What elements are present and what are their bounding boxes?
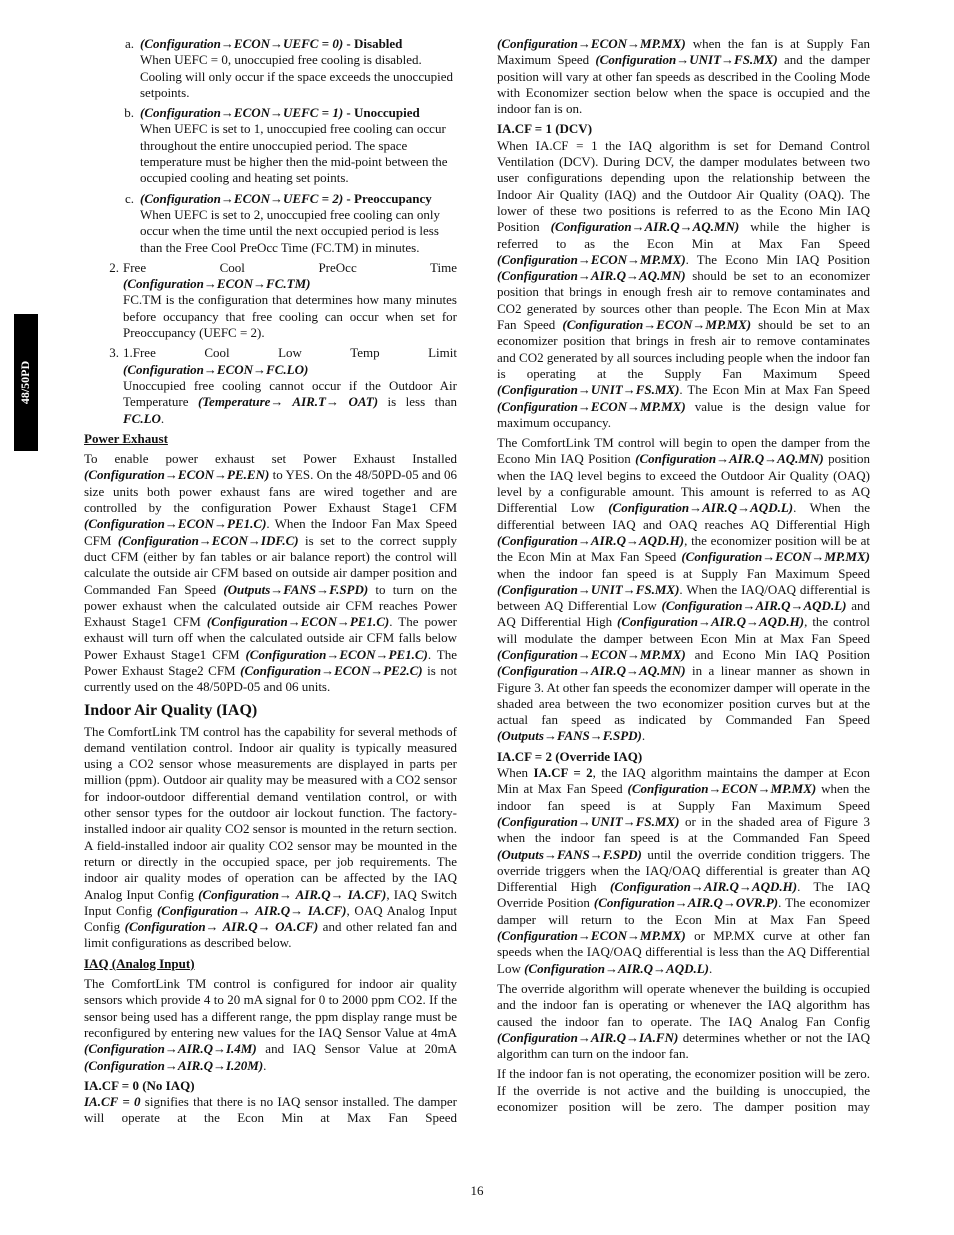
item-title: Unoccupied xyxy=(354,105,420,121)
item-title: Disabled xyxy=(354,36,403,51)
list-marker: 3. xyxy=(109,345,119,361)
paragraph-fan-not-operating: If the indoor fan is not operating, the economizer position will be zero. If the override is not active and the building is unoccupied, the economizer position will be zero. The damper position may xyxy=(497,1066,870,1114)
page-number: 16 xyxy=(470,1183,484,1198)
list-marker: b. xyxy=(124,105,134,121)
paragraph-power-exhaust: To enable power exhaust set Power Exhaust Installed (Configuration→ECON→PE.EN) to YES. On the 48/50PD-05 and 06 size units both power exhaust fans are wired together and are controlled by the configuration Power Exhaust Stage1 CFM (Configuration→ECON→PE1.C). When the Indoor Fan Max Speed CFM (Configuration→ECON→IDF.C) is set to the correct supply duct CFM (either by fan tables or air balance report) the control will calculate the outside air CFM based on outside air damper position and Commanded Fan Speed (Outputs→FANS→F.SPD) to turn on the power exhaust when the calculated outside air CFM reaches Power Exhaust Stage1 CFM (Configuration→ECON→PE1.C). The power exhaust will turn off when the calculated outside air CFM falls below Power Exhaust Stage1 CFM (Configuration→ECON→PE1.C). The Power Exhaust Stage2 CFM (Configuration→ECON→PE2.C) is not currently used on the 48/50PD-05 and 06 units. xyxy=(84,451,457,695)
item-title: 1.Free Cool Low Temp Limit xyxy=(123,345,457,361)
list-marker: a. xyxy=(124,36,134,51)
list-marker: c. xyxy=(124,190,134,206)
paragraph-no-iaq: IA.CF = 0 signifies that there is no IAQ sensor installed. The damper will operate at the Econ Min at Max Fan Speed xyxy=(84,1094,457,1126)
subheading-override-iaq: IA.CF = 2 (Override IAQ) xyxy=(497,748,643,764)
paragraph-iaq: The ComfortLink TM control has the capability for several methods of demand ventilation control. Indoor air quality is typically measured using a CO2 sensor whose measurements are displayed in parts per million (ppm). Outdoor air quality may be measured with a CO2 sensor for indoor-outdoor differential demand ventilation control, or with other sensor types for the outdoor air lockout function. The factory-installed indoor air quality CO2 sensor is mounted in the return section. A field-installed indoor air quality CO2 sensor may be mounted in the return or directly in the occupied space, per job requirements. The indoor air quality modes of operation can be affected by the IAQ Analog Input Config (Configuration→ AIR.Q→ IA.CF), IAQ Switch Input Config (Configuration→ AIR.Q→ IA.CF), OAQ Analog Input Config (Configuration→ AIR.Q→ OA.CF) and other related fan and limit configurations as described below. xyxy=(84,723,458,951)
paragraph-damper-modulation: The ComfortLink TM control will begin to open the damper from the Econo Min IAQ Position (Configuration→AIR.Q→AQ.MN) position when the IAQ level begins to exceed the Outdoor Air Quality (OAQ) level by a configurable amount. This amount is referred to as AQ Differential Low (Configuration→AIR.Q→AQD.L). When the differential between IAQ and OAQ reaches AQ Differential High (Configuration→AIR.Q→AQD.H), the economizer position will be at the Econ Min at Max Fan Speed (Configuration→ECON→MP.MX) when the indoor fan speed is at Supply Fan Maximum Speed (Configuration→UNIT→FS.MX). When the IAQ/OAQ differential is between AQ Differential Low (Configuration→AIR.Q→AQD.L) and AQ Differential High (Configuration→AIR.Q→AQD.H), the control will modulate the damper between Econ Min at Max Fan Speed (Configuration→ECON→MP.MX) and Econo Min IAQ Position (Configuration→AIR.Q→AQ.MN) in a linear manner as shown in Figure 3. At other fan speeds the economizer damper will operate in the shaded area between the two economizer position curves but at the actual fan speed as indicated by Commanded Fan Speed (Outputs→FANS→F.SPD). xyxy=(497,435,870,744)
section-heading-iaq: Indoor Air Quality (IAQ) xyxy=(84,701,258,719)
list-item-2: 2. Free Cool PreOcc Time (Configuration→ECON→FC.TM) FC.TM is the configuration that determines how many minutes before occupancy that free cooling can occur when set for Preoccupancy (UEFC = 2). xyxy=(84,260,457,341)
section-heading-power-exhaust: Power Exhaust xyxy=(84,430,168,446)
item-body: When UEFC = 0, unoccupied free cooling is disabled. Cooling will only occur if the space exceeds the unoccupied setpoints. xyxy=(140,52,453,100)
paragraph-dcv: When IA.CF = 1 the IAQ algorithm is set for Demand Control Ventilation (DCV). During DCV, the damper modulates between two user configurations depending upon the relationship between the Indoor Air Quality (IAQ) and the Outdoor Air Quality (OAQ). The lower of these two positions is referred to as the Econo Min IAQ Position (Configuration→AIR.Q→AQ.MN) while the higher is referred to as the Econ Min at Max Fan Speed (Configuration→ECON→MP.MX). The Econo Min IAQ Position (Configuration→AIR.Q→AQ.MN) should be set to an economizer position that brings in enough fresh air to remove contaminates and CO2 generated by sources other than people. The Econ Min at Max Fan Speed (Configuration→ECON→MP.MX) should be set to an economizer position that brings in fresh air to remove contaminates and CO2 generated by all sources including people when the indoor fan is operating at the Supply Fan Maximum Speed (Configuration→UNIT→FS.MX). The Econ Min at Max Fan Speed (Configuration→ECON→MP.MX) value is the design value for maximum occupancy. xyxy=(497,137,871,430)
list-item-3: 3. 1.Free Cool Low Temp Limit (Configuration→ECON→FC.LO) Unoccupied free cooling cannot occur if the Outdoor Air Temperature (Temperature→ AIR.T→ OAT) is less than FC.LO. xyxy=(84,345,457,426)
item-body: When UEFC is set to 2, unoccupied free cooling can only occur when the time until the next occupied period is less than the Free Cool PreOcc Time (FC.TM) in minutes. xyxy=(140,206,441,255)
side-tab xyxy=(14,314,38,451)
section-heading-analog-input: IAQ (Analog Input) xyxy=(84,955,195,971)
paragraph-override-iaq: When IA.CF = 2, the IAQ algorithm maintains the damper at Econ Min at Max Fan Speed (Configuration→ECON→MP.MX) when the indoor fan speed is at Supply Fan Maximum Speed (Configuration→UNIT→FS.MX) or in the shaded area of Figure 3 when the indoor fan speed is at the Commanded Fan Speed (Outputs→FANS→F.SPD) until the override condition triggers. The override triggers when the IAQ/OAQ differential is greater than AQ Differential High (Configuration→AIR.Q→AQD.H). The IAQ Override Position (Configuration→AIR.Q→OVR.P). The economizer damper will return to the Econ Min at Max Fan Speed (Configuration→ECON→MP.MX) or MP.MX curve at other fan speeds when the IAQ/OAQ differential is less than the AQ Differential Low (Configuration→AIR.Q→AQD.L). xyxy=(497,765,871,976)
list-marker: 2. xyxy=(109,259,119,275)
side-tab-label: 48/50PD xyxy=(18,360,33,405)
subheading-no-iaq: IA.CF = 0 (No IAQ) xyxy=(84,1077,195,1093)
paragraph-analog-input: The ComfortLink TM control is configured for indoor air quality sensors which provide 4 to 20 mA signal for 0 to 2000 ppm CO2. If the sensor being used has a different range, the ppm display range must be reconfigured by entering new values for the IAQ Sensor Value at 4mA (Configuration→AIR.Q→I.4M) and IAQ Sensor Value at 20mA (Configuration→AIR.Q→I.20M). xyxy=(84,976,457,1073)
item-title: Preoccupancy xyxy=(354,190,432,206)
item-title: Free Cool PreOcc Time xyxy=(123,259,457,275)
item-body: When UEFC is set to 1, unoccupied free cooling can occur throughout the entire unoccupied period. The space temperature must be higher then the mid-point between the occupied cooling and heating set points. xyxy=(140,121,448,186)
item-body: Unoccupied free cooling cannot occur if the Outdoor Air Temperature (Temperature→ AIR.T→ OAT) is less than FC.LO. xyxy=(123,377,458,426)
left-column xyxy=(84,36,457,1127)
item-body: FC.TM is the configuration that determines how many minutes before occupancy that free cooling can occur when set for Preoccupancy (UEFC = 2). xyxy=(123,292,457,341)
list-item-b: b. (Configuration→ECON→UEFC = 1) - Unoccupied When UEFC is set to 1, unoccupied free cooling can occur throughout the entire unoccupied period. The space temperature must be higher then the mid-point between the occupied cooling and heating set points. xyxy=(84,105,457,186)
list-item-a: a. (Configuration→ECON→UEFC = 0) - Disabled When UEFC = 0, unoccupied free cooling is disabled. Cooling will only occur if the space exceeds the unoccupied setpoints. xyxy=(84,36,457,101)
subheading-dcv: IA.CF = 1 (DCV) xyxy=(497,121,593,137)
list-item-c: c. (Configuration→ECON→UEFC = 2) - Preoccupancy When UEFC is set to 2, unoccupied free cooling can only occur when the time until the next occupied period is less than the Free Cool PreOcc Time (FC.TM) in minutes. xyxy=(84,191,457,256)
paragraph-override-algorithm: The override algorithm will operate whenever the building is occupied and the indoor fan is operating or whenever the IAQ algorithm has caused the indoor fan to operate. The IAQ Analog Fan Config (Configuration→AIR.Q→IA.FN) determines whether or not the IAQ algorithm can turn on the indoor fan. xyxy=(497,980,870,1062)
paragraph-continued: (Configuration→ECON→MP.MX) when the fan is at Supply Fan Maximum Speed (Configuration→UNIT→FS.MX) and the damper position will vary at other fan speeds as described in the Cooling Mode with Economizer section below when the space is occupied and the indoor fan is on. xyxy=(497,36,870,117)
right-column xyxy=(497,36,870,1115)
